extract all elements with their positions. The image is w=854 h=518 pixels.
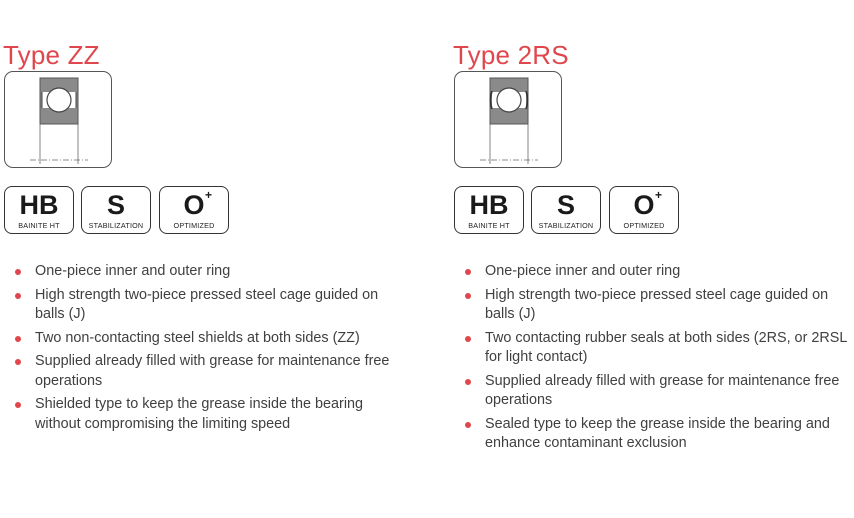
list-item-text: High strength two-piece pressed steel cage guided on balls (J) [485, 286, 829, 322]
list-item [14, 262, 404, 282]
badge-optimized [159, 186, 229, 234]
bearing-diagram [4, 71, 112, 168]
feature-list [464, 262, 854, 458]
badge-caption: STABILIZATION [538, 221, 594, 230]
list-item [14, 352, 404, 391]
badge-symbol: O [633, 190, 655, 220]
list-item-text: One-piece inner and outer ring [485, 263, 681, 279]
badge-stabilization [531, 186, 601, 234]
list-item-text: Sealed type to keep the grease inside the bearing and enhance contaminant exclusion [485, 415, 830, 451]
badge-bainite-ht [454, 186, 524, 234]
badge-optimized [609, 186, 679, 234]
bullet-dot-icon [15, 336, 21, 342]
badge-caption: OPTIMIZED [623, 221, 665, 230]
list-item [464, 262, 854, 282]
bearing-diagram [454, 71, 562, 168]
badge-plus-mark: + [655, 188, 663, 202]
bullet-dot-icon [15, 293, 21, 299]
bullet-dot-icon [15, 269, 21, 275]
bullet-dot-icon [465, 269, 471, 275]
list-item [464, 286, 854, 325]
section-title: Type ZZ [3, 39, 100, 70]
list-item-text: Shielded type to keep the grease inside the bearing without compromising the limiting speed [35, 396, 364, 432]
bearing-cross-section-icon [5, 72, 113, 169]
list-item-text: High strength two-piece pressed steel cage guided on balls (J) [35, 286, 379, 322]
list-item [464, 329, 854, 368]
bullet-dot-icon [465, 422, 471, 428]
bullet-dot-icon [465, 379, 471, 385]
list-item [14, 286, 404, 325]
list-item-text: Two contacting rubber seals at both sides (2RS, or 2RSL for light contact) [485, 329, 847, 365]
list-item [14, 395, 404, 434]
badge-symbol: S [556, 190, 575, 220]
badge-caption: BAINITE HT [468, 221, 510, 230]
badge-caption: STABILIZATION [88, 221, 144, 230]
badge-caption: OPTIMIZED [173, 221, 215, 230]
list-item-text: Supplied already filled with grease for maintenance free operations [485, 372, 840, 408]
badge-symbol: HB [19, 190, 59, 220]
badge-symbol: S [106, 190, 125, 220]
bullet-dot-icon [15, 359, 21, 365]
bullet-dot-icon [465, 293, 471, 299]
list-item-text: Two non-contacting steel shields at both sides (ZZ) [35, 329, 360, 346]
badge-symbol: HB [469, 190, 509, 220]
badge-bainite-ht [4, 186, 74, 234]
section-title: Type 2RS [453, 39, 569, 70]
bullet-dot-icon [465, 336, 471, 342]
list-item [14, 329, 404, 349]
list-item-text: Supplied already filled with grease for maintenance free operations [35, 353, 390, 389]
badge-plus-mark: + [205, 188, 213, 202]
feature-list [14, 262, 404, 438]
list-item [464, 415, 854, 454]
bearing-cross-section-icon [455, 72, 563, 169]
badge-caption: BAINITE HT [18, 221, 60, 230]
list-item [464, 372, 854, 411]
badge-stabilization [81, 186, 151, 234]
badge-symbol: O [183, 190, 205, 220]
list-item-text: One-piece inner and outer ring [35, 263, 231, 279]
bullet-dot-icon [15, 402, 21, 408]
